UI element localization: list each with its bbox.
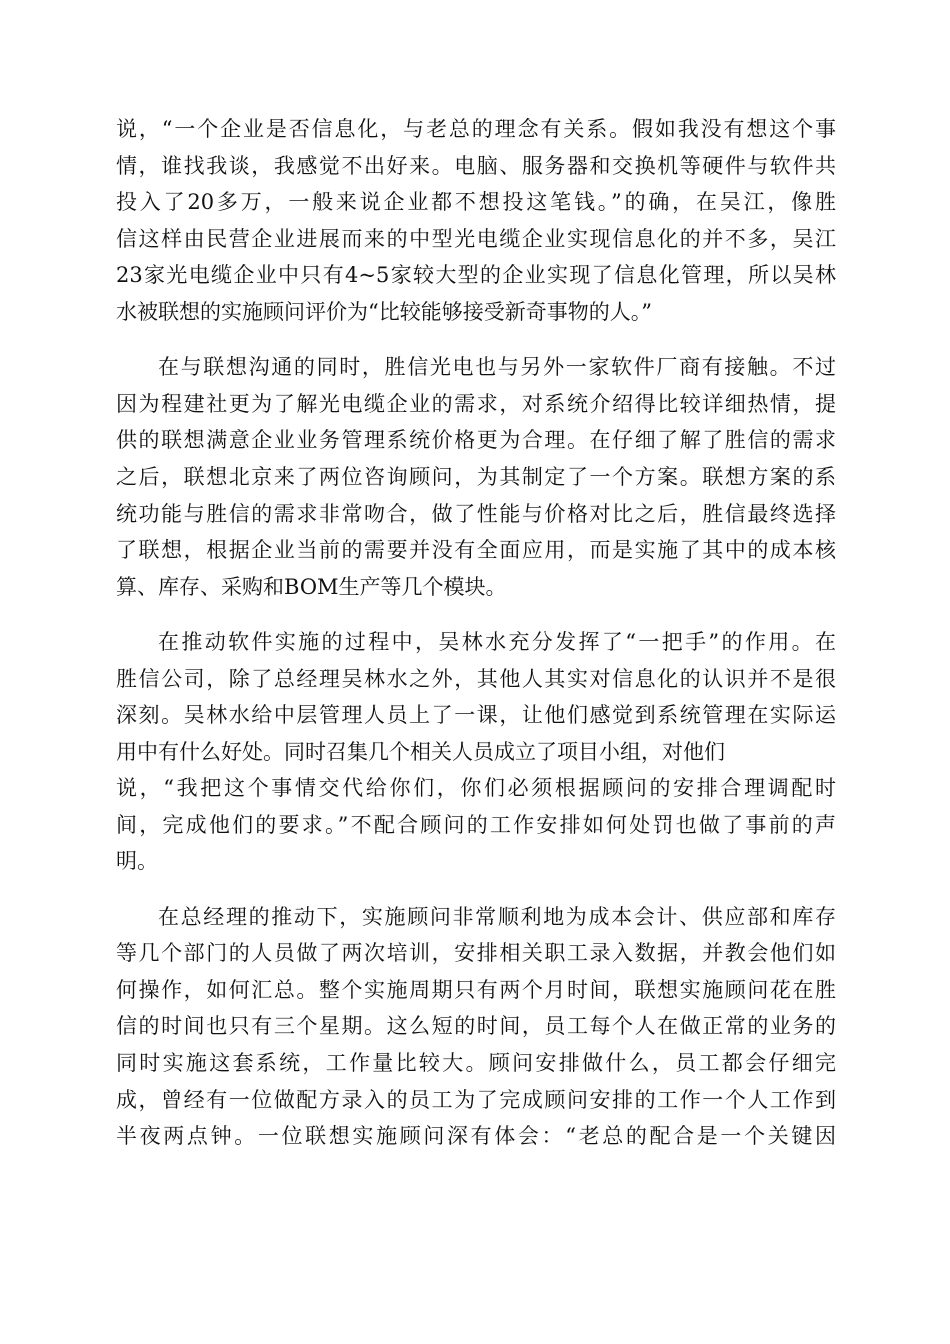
- text-line: 水被联想的实施顾问评价为“比较能够接受新奇事物的人。”: [116, 299, 652, 324]
- text-line: 统功能与胜信的需求非常吻合，做了性能与价格对比之后，胜信最终选择: [116, 501, 836, 526]
- text-line: 在与联想沟通的同时，胜信光电也与另外一家软件厂商有接触。不过: [158, 355, 836, 380]
- text-line: 情，谁找我谈，我感觉不出好来。电脑、服务器和交换机等硬件与软件共: [116, 153, 836, 178]
- text-line: 23家光电缆企业中只有4~5家较大型的企业实现了信息化管理，所以吴林: [116, 263, 836, 288]
- text-line: 明。: [116, 849, 158, 874]
- text-line: 在总经理的推动下，实施顾问非常顺利地为成本会计、供应部和库存: [158, 904, 836, 929]
- text-line: 同时实施这套系统，工作量比较大。顾问安排做什么，员工都会仔细完: [116, 1051, 836, 1076]
- text-line: 等几个部门的人员做了两次培训，安排相关职工录入数据，并教会他们如: [116, 941, 836, 966]
- text-line: 投入了20多万，一般来说企业都不想投这笔钱。”的确，在吴江，像胜: [116, 190, 836, 215]
- text-line: 算、库存、采购和BOM生产等几个模块。: [116, 574, 507, 599]
- paragraph-2: [116, 349, 836, 605]
- text-line: 在推动软件实施的过程中，吴林水充分发挥了“一把手”的作用。在: [158, 629, 836, 654]
- document-body: [116, 111, 836, 1173]
- paragraph-4: [116, 899, 836, 1155]
- text-line: 何操作，如何汇总。整个实施周期只有两个月时间，联想实施顾问花在胜: [116, 977, 836, 1002]
- text-line: 了联想，根据企业当前的需要并没有全面应用，而是实施了其中的成本核: [116, 538, 836, 563]
- text-line: 半夜两点钟。一位联想实施顾问深有体会：“老总的配合是一个关键因: [116, 1124, 836, 1149]
- text-line: 胜信公司，除了总经理吴林水之外，其他人其实对信息化的认识并不是很: [116, 666, 836, 691]
- text-line: 深刻。吴林水给中层管理人员上了一课，让他们感觉到系统管理在实际运: [116, 703, 836, 728]
- text-line: 说，“我把这个事情交代给你们，你们必须根据顾问的安排合理调配时: [116, 776, 836, 801]
- paragraph-3: [116, 624, 836, 880]
- text-line: 信这样由民营企业进展而来的中型光电缆企业实现信息化的并不多，吴江: [116, 226, 836, 251]
- text-line: 成，曾经有一位做配方录入的员工为了完成顾问安排的工作一个人工作到: [116, 1087, 836, 1112]
- text-line: 说，“一个企业是否信息化，与老总的理念有关系。假如我没有想这个事: [116, 117, 836, 141]
- text-line: 之后，联想北京来了两位咨询顾问，为其制定了一个方案。联想方案的系: [116, 464, 836, 489]
- text-line: 间，完成他们的要求。”不配合顾问的工作安排如何处罚也做了事前的声: [116, 812, 836, 837]
- text-line: 信的时间也只有三个星期。这么短的时间，员工每个人在做正常的业务的: [116, 1014, 836, 1039]
- text-line: 供的联想满意企业业务管理系统价格更为合理。在仔细了解了胜信的需求: [116, 428, 836, 453]
- text-line: 用中有什么好处。同时召集几个相关人员成立了项目小组，对他们: [116, 739, 725, 764]
- text-line: 因为程建社更为了解光电缆企业的需求，对系统介绍得比较详细热情，提: [116, 391, 836, 416]
- paragraph-1: [116, 111, 836, 331]
